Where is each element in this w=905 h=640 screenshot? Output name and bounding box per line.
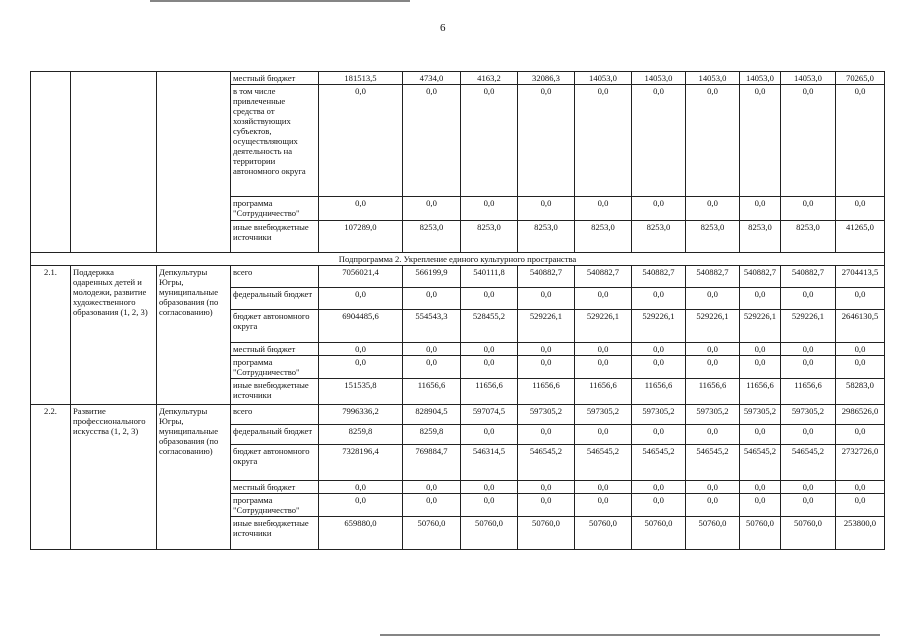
value-cell: 540882,7 <box>781 266 836 288</box>
value-cell: 14053,0 <box>740 72 781 85</box>
value-cell: 0,0 <box>319 288 403 310</box>
value-cell: 0,0 <box>686 481 740 494</box>
funding-source-cell: бюджет автономного округа <box>231 445 319 481</box>
value-cell: 0,0 <box>518 197 575 221</box>
value-cell: 14053,0 <box>686 72 740 85</box>
value-cell: 0,0 <box>632 356 686 379</box>
value-cell: 7056021,4 <box>319 266 403 288</box>
funding-source-cell: иные внебюджетные источники <box>231 379 319 405</box>
value-cell: 0,0 <box>740 425 781 445</box>
value-cell: 0,0 <box>686 343 740 356</box>
value-cell: 0,0 <box>686 85 740 197</box>
value-cell: 0,0 <box>518 343 575 356</box>
funding-source-cell: всего <box>231 405 319 425</box>
value-cell: 0,0 <box>575 197 632 221</box>
value-cell: 546545,2 <box>781 445 836 481</box>
value-cell: 14053,0 <box>575 72 632 85</box>
value-cell: 0,0 <box>575 494 632 517</box>
value-cell: 659880,0 <box>319 517 403 550</box>
item-number: 2.2. <box>31 405 71 550</box>
funding-source-cell: бюджет автономного округа <box>231 310 319 343</box>
value-cell: 8253,0 <box>632 221 686 253</box>
value-cell: 0,0 <box>461 494 518 517</box>
value-cell: 597305,2 <box>575 405 632 425</box>
value-cell: 253800,0 <box>836 517 885 550</box>
value-cell: 529226,1 <box>781 310 836 343</box>
value-cell: 0,0 <box>632 85 686 197</box>
value-cell: 0,0 <box>740 343 781 356</box>
value-cell: 8253,0 <box>740 221 781 253</box>
value-cell: 8253,0 <box>575 221 632 253</box>
value-cell: 0,0 <box>632 197 686 221</box>
value-cell: 540882,7 <box>575 266 632 288</box>
value-cell: 0,0 <box>632 425 686 445</box>
value-cell: 151535,8 <box>319 379 403 405</box>
value-cell: 529226,1 <box>740 310 781 343</box>
value-cell: 0,0 <box>461 356 518 379</box>
value-cell: 554543,3 <box>403 310 461 343</box>
value-cell: 828904,5 <box>403 405 461 425</box>
item-executor-cell <box>157 72 231 253</box>
funding-source-cell: программа "Сотрудничество" <box>231 197 319 221</box>
table-row <box>31 405 885 425</box>
value-cell: 7996336,2 <box>319 405 403 425</box>
value-cell: 8253,0 <box>403 221 461 253</box>
value-cell: 0,0 <box>632 288 686 310</box>
value-cell: 546545,2 <box>686 445 740 481</box>
value-cell: 546545,2 <box>740 445 781 481</box>
value-cell: 0,0 <box>403 197 461 221</box>
value-cell: 0,0 <box>319 197 403 221</box>
funding-source-cell: федеральный бюджет <box>231 425 319 445</box>
value-cell: 0,0 <box>575 288 632 310</box>
scan-bottom-line <box>380 634 880 636</box>
value-cell: 0,0 <box>403 481 461 494</box>
value-cell: 2732726,0 <box>836 445 885 481</box>
value-cell: 181513,5 <box>319 72 403 85</box>
value-cell: 597074,5 <box>461 405 518 425</box>
value-cell: 0,0 <box>740 197 781 221</box>
value-cell: 0,0 <box>632 494 686 517</box>
funding-source-cell: местный бюджет <box>231 72 319 85</box>
value-cell: 0,0 <box>403 288 461 310</box>
value-cell: 0,0 <box>518 425 575 445</box>
item-name: Развитие профессионального искусства (1, 2, 3) <box>71 405 157 550</box>
value-cell: 0,0 <box>836 481 885 494</box>
value-cell: 0,0 <box>686 356 740 379</box>
value-cell: 0,0 <box>319 343 403 356</box>
funding-source-cell: федеральный бюджет <box>231 288 319 310</box>
value-cell: 107289,0 <box>319 221 403 253</box>
value-cell: 11656,6 <box>461 379 518 405</box>
funding-source-cell: в том числе привлеченные средства от хозяйствующих субъектов, осуществляющих деятельность на территории автономного округа <box>231 85 319 197</box>
value-cell: 0,0 <box>461 425 518 445</box>
value-cell: 0,0 <box>836 494 885 517</box>
funding-source-cell: всего <box>231 266 319 288</box>
value-cell: 50760,0 <box>403 517 461 550</box>
section-heading: Подпрограмма 2. Укрепление единого культурного пространства <box>31 253 885 266</box>
value-cell: 540882,7 <box>740 266 781 288</box>
value-cell: 0,0 <box>319 494 403 517</box>
value-cell: 0,0 <box>781 288 836 310</box>
value-cell: 597305,2 <box>518 405 575 425</box>
value-cell: 0,0 <box>740 481 781 494</box>
value-cell: 0,0 <box>781 494 836 517</box>
value-cell: 0,0 <box>836 425 885 445</box>
item-name-cell <box>71 72 157 253</box>
funding-source-cell: иные внебюджетные источники <box>231 517 319 550</box>
value-cell: 0,0 <box>781 85 836 197</box>
value-cell: 0,0 <box>518 85 575 197</box>
value-cell: 8253,0 <box>518 221 575 253</box>
value-cell: 0,0 <box>740 85 781 197</box>
value-cell: 0,0 <box>518 356 575 379</box>
value-cell: 0,0 <box>686 288 740 310</box>
value-cell: 528455,2 <box>461 310 518 343</box>
value-cell: 597305,2 <box>686 405 740 425</box>
value-cell: 0,0 <box>836 85 885 197</box>
item-number-cell <box>31 72 71 253</box>
value-cell: 0,0 <box>781 425 836 445</box>
value-cell: 4163,2 <box>461 72 518 85</box>
funding-source-cell: иные внебюджетные источники <box>231 221 319 253</box>
value-cell: 2986526,0 <box>836 405 885 425</box>
value-cell: 8253,0 <box>686 221 740 253</box>
value-cell: 11656,6 <box>518 379 575 405</box>
value-cell: 0,0 <box>319 356 403 379</box>
value-cell: 529226,1 <box>632 310 686 343</box>
value-cell: 0,0 <box>686 197 740 221</box>
value-cell: 11656,6 <box>740 379 781 405</box>
value-cell: 7328196,4 <box>319 445 403 481</box>
value-cell: 546545,2 <box>518 445 575 481</box>
value-cell: 0,0 <box>403 356 461 379</box>
value-cell: 11656,6 <box>403 379 461 405</box>
value-cell: 50760,0 <box>781 517 836 550</box>
value-cell: 4734,0 <box>403 72 461 85</box>
value-cell: 50760,0 <box>461 517 518 550</box>
value-cell: 32086,3 <box>518 72 575 85</box>
value-cell: 0,0 <box>836 343 885 356</box>
value-cell: 566199,9 <box>403 266 461 288</box>
item-name: Поддержка одаренных детей и молодежи, развитие художественного образования (1, 2, 3) <box>71 266 157 405</box>
value-cell: 8259,8 <box>319 425 403 445</box>
value-cell: 0,0 <box>518 494 575 517</box>
value-cell: 0,0 <box>461 343 518 356</box>
value-cell: 0,0 <box>781 343 836 356</box>
value-cell: 546545,2 <box>632 445 686 481</box>
value-cell: 540111,8 <box>461 266 518 288</box>
value-cell: 11656,6 <box>686 379 740 405</box>
value-cell: 0,0 <box>403 343 461 356</box>
value-cell: 0,0 <box>461 481 518 494</box>
value-cell: 50760,0 <box>740 517 781 550</box>
value-cell: 0,0 <box>461 85 518 197</box>
value-cell: 0,0 <box>575 425 632 445</box>
value-cell: 769884,7 <box>403 445 461 481</box>
item-executor: Депкультуры Югры, муниципальные образования (по согласованию) <box>157 405 231 550</box>
value-cell: 11656,6 <box>781 379 836 405</box>
value-cell: 0,0 <box>781 197 836 221</box>
value-cell: 8253,0 <box>461 221 518 253</box>
value-cell: 0,0 <box>836 197 885 221</box>
value-cell: 14053,0 <box>781 72 836 85</box>
value-cell: 0,0 <box>740 288 781 310</box>
value-cell: 0,0 <box>575 343 632 356</box>
value-cell: 50760,0 <box>632 517 686 550</box>
page-number: 6 <box>440 22 446 34</box>
value-cell: 8259,8 <box>403 425 461 445</box>
value-cell: 0,0 <box>518 481 575 494</box>
value-cell: 0,0 <box>740 356 781 379</box>
value-cell: 540882,7 <box>518 266 575 288</box>
value-cell: 0,0 <box>686 494 740 517</box>
value-cell: 41265,0 <box>836 221 885 253</box>
value-cell: 2704413,5 <box>836 266 885 288</box>
value-cell: 597305,2 <box>632 405 686 425</box>
value-cell: 0,0 <box>781 356 836 379</box>
value-cell: 0,0 <box>518 288 575 310</box>
value-cell: 0,0 <box>319 481 403 494</box>
value-cell: 540882,7 <box>632 266 686 288</box>
value-cell: 0,0 <box>575 85 632 197</box>
value-cell: 0,0 <box>319 85 403 197</box>
value-cell: 0,0 <box>575 481 632 494</box>
value-cell: 529226,1 <box>575 310 632 343</box>
value-cell: 540882,7 <box>686 266 740 288</box>
table-row <box>31 266 885 288</box>
funding-table <box>30 71 885 550</box>
value-cell: 0,0 <box>686 425 740 445</box>
value-cell: 11656,6 <box>575 379 632 405</box>
value-cell: 0,0 <box>461 288 518 310</box>
value-cell: 0,0 <box>632 343 686 356</box>
value-cell: 546314,5 <box>461 445 518 481</box>
value-cell: 50760,0 <box>686 517 740 550</box>
section-row <box>31 253 885 266</box>
value-cell: 0,0 <box>836 356 885 379</box>
value-cell: 529226,1 <box>518 310 575 343</box>
value-cell: 11656,6 <box>632 379 686 405</box>
value-cell: 50760,0 <box>575 517 632 550</box>
item-number: 2.1. <box>31 266 71 405</box>
funding-source-cell: местный бюджет <box>231 343 319 356</box>
item-executor: Депкультуры Югры, муниципальные образования (по согласованию) <box>157 266 231 405</box>
value-cell: 70265,0 <box>836 72 885 85</box>
value-cell: 58283,0 <box>836 379 885 405</box>
scan-top-line <box>150 0 410 2</box>
value-cell: 0,0 <box>575 356 632 379</box>
value-cell: 0,0 <box>632 481 686 494</box>
value-cell: 14053,0 <box>632 72 686 85</box>
funding-source-cell: местный бюджет <box>231 481 319 494</box>
value-cell: 0,0 <box>836 288 885 310</box>
value-cell: 6904485,6 <box>319 310 403 343</box>
value-cell: 0,0 <box>403 494 461 517</box>
value-cell: 50760,0 <box>518 517 575 550</box>
value-cell: 546545,2 <box>575 445 632 481</box>
funding-source-cell: программа "Сотрудничество" <box>231 494 319 517</box>
table-row <box>31 72 885 85</box>
value-cell: 529226,1 <box>686 310 740 343</box>
value-cell: 597305,2 <box>781 405 836 425</box>
value-cell: 0,0 <box>461 197 518 221</box>
value-cell: 0,0 <box>740 494 781 517</box>
value-cell: 8253,0 <box>781 221 836 253</box>
value-cell: 0,0 <box>781 481 836 494</box>
funding-source-cell: программа "Сотрудничество" <box>231 356 319 379</box>
value-cell: 2646130,5 <box>836 310 885 343</box>
value-cell: 0,0 <box>403 85 461 197</box>
value-cell: 597305,2 <box>740 405 781 425</box>
